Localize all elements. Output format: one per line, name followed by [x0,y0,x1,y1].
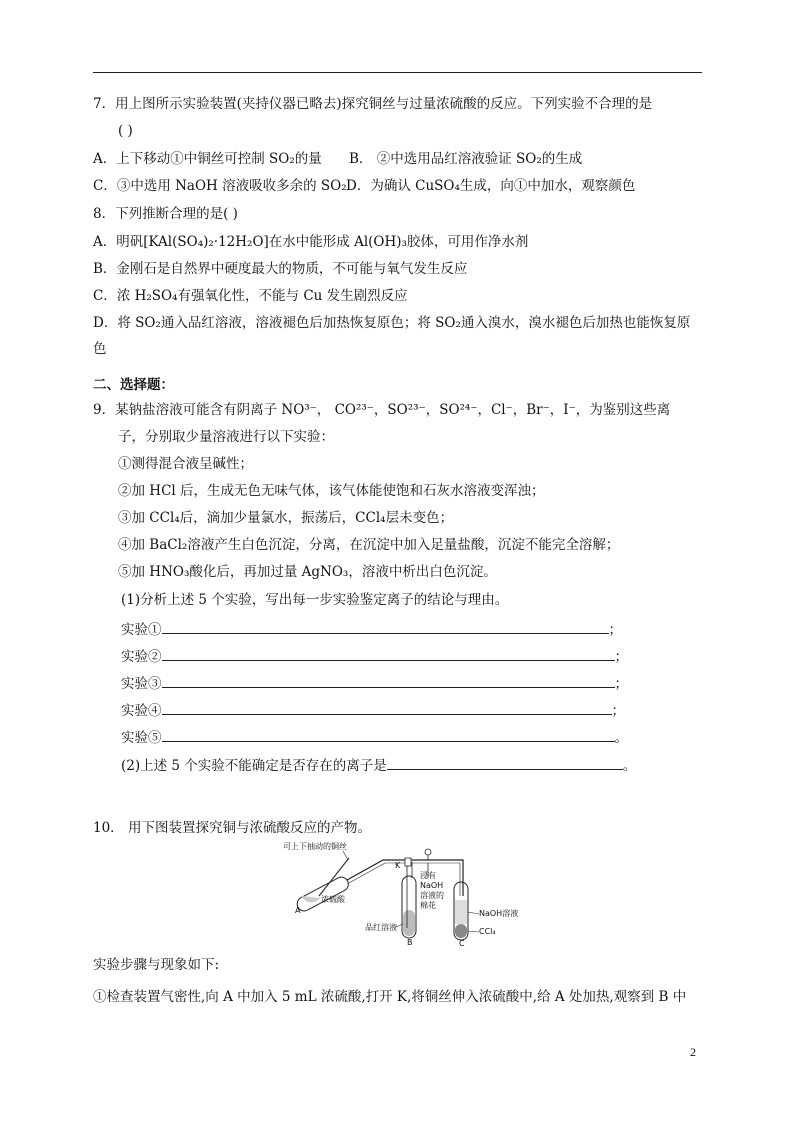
ccl4-label: CCl₄ [479,927,496,936]
copper-wire-label: 可上下抽动的铜丝 [283,842,347,851]
q8-option-d: D．将 SO₂通入品红溶液，溶液褪色后加热恢复原色；将 SO₂通入溴水，溴水褪色后加热也能恢复原 [93,315,691,331]
answer-label: 实验② [121,649,162,665]
tube-c [454,882,468,940]
answer-label: 实验① [121,622,162,638]
answer-blank[interactable] [387,755,623,770]
answer-line-3 [121,673,628,693]
q8-option-c: C．浓 H₂SO₄有强氧化性，不能与 Cu 发生剧烈反应 [93,288,408,304]
steps-title: 实验步骤与现象如下: [93,957,220,973]
q7-stem: 7．用上图所示实验装置(夹持仪器已略去)探究铜丝与过量浓硫酸的反应。下列实验不合理的是 [93,96,653,112]
naoh-label: NaOH溶液 [479,909,519,918]
answer-punct: ； [614,649,628,665]
q9-experiment-4: ④加 BaCl₂溶液产生白色沉淀，分离，在沉淀中加入足量盐酸，沉淀不能完全溶解； [118,537,620,553]
answer-punct: ； [608,622,622,638]
answer-line-5 [121,727,628,747]
cotton-label-3: 溶液的 [420,891,444,900]
q9-experiment-5: ⑤加 HNO₃酸化后，再加过量 AgNO₃，溶液中析出白色沉淀。 [118,564,497,580]
q9-part-1: (1)分析上述 5 个实验，写出每一步实验鉴定离子的结论与理由。 [121,592,509,608]
q9-stem-cont: 子，分别取少量溶液进行以下实验： [118,429,334,445]
answer-punct: ； [611,703,625,719]
page-number: 2 [690,1045,696,1059]
q7-option-c: C．③中选用 NaOH 溶液吸收多余的 SO₂ [93,178,347,194]
q7-option-b: B． ②中选用品红溶液验证 SO₂的生成 [349,151,583,167]
answer-blank[interactable] [162,673,615,688]
label-c: C [459,939,465,948]
q8-option-d-cont: 色 [93,341,107,357]
cotton-label-1: 浸有 [420,871,436,880]
header-rule [93,72,702,73]
answer-punct: 。 [614,730,628,746]
answer-label: 实验④ [121,703,162,719]
answer-blank[interactable] [162,619,609,634]
answer-blank[interactable] [162,700,612,715]
answer-punct: 。 [622,758,637,774]
cotton-label-4: 棉花 [420,901,436,910]
q10-stem: 10． 用下图装置探究铜与浓硫酸反应的产物。 [93,820,371,836]
answer-line-1 [121,619,622,639]
valve-k-label: K [395,861,401,870]
answer-blank[interactable] [162,646,615,661]
q9-experiment-3: ③加 CCl₄后，滴加少量氯水，振荡后，CCl₄层未变色； [118,510,454,526]
conc-acid-label: 浓硫酸 [321,895,345,904]
answer-line-2 [121,646,628,666]
answer-punct: ； [614,676,628,692]
answer-label: 实验⑤ [121,730,162,746]
q9-experiment-1: ①测得混合液呈碱性； [118,456,253,472]
answer-blank[interactable] [162,727,615,742]
q8-option-a: A．明矾[KAl(SO₄)₂·12H₂O]在水中能形成 Al(OH)₃胶体，可用作净水剂 [93,234,529,250]
answer-label: 实验③ [121,676,162,692]
label-b: B [407,938,413,947]
q8-option-b: B．金刚石是自然界中硬度最大的物质，不可能与氧气发生反应 [93,261,468,277]
q8-stem: 8．下列推断合理的是( ) [93,206,238,222]
q9-part-2-text: (2)上述 5 个实验不能确定是否存在的离子是 [121,758,387,774]
q9-experiment-2: ②加 HCl 后，生成无色无味气体，该气体能使饱和石灰水溶液变浑浊； [118,483,545,499]
label-a: A [295,906,301,915]
q9-part-2 [121,755,636,775]
step-1: ①检查装置气密性,向 A 中加入 5 mL 浓硫酸,打开 K,将铜丝伸入浓硫酸中,给 A 处加热,观察到 B 中 [93,989,687,1005]
answer-line-4 [121,700,625,720]
pinkred-label: 品红溶液 [365,923,397,932]
section-title: 二、选择题： [93,377,174,393]
cotton-label-2: NaOH [420,881,444,890]
tube-b [402,862,416,938]
q7-option-d: D．为确认 CuSO₄生成，向①中加水，观察颜色 [346,178,636,194]
q7-option-a: A．上下移动①中铜丝可控制 SO₂的量 [93,151,322,167]
apparatus-diagram [283,838,519,948]
q9-stem: 9．某钠盐溶液可能含有阴离子 NO³⁻， CO²³⁻，SO²³⁻，SO²⁴⁻，Cl⁻，Br⁻，I⁻，为鉴别这些离 [93,402,671,418]
q7-answer-paren: ( ) [118,123,133,139]
